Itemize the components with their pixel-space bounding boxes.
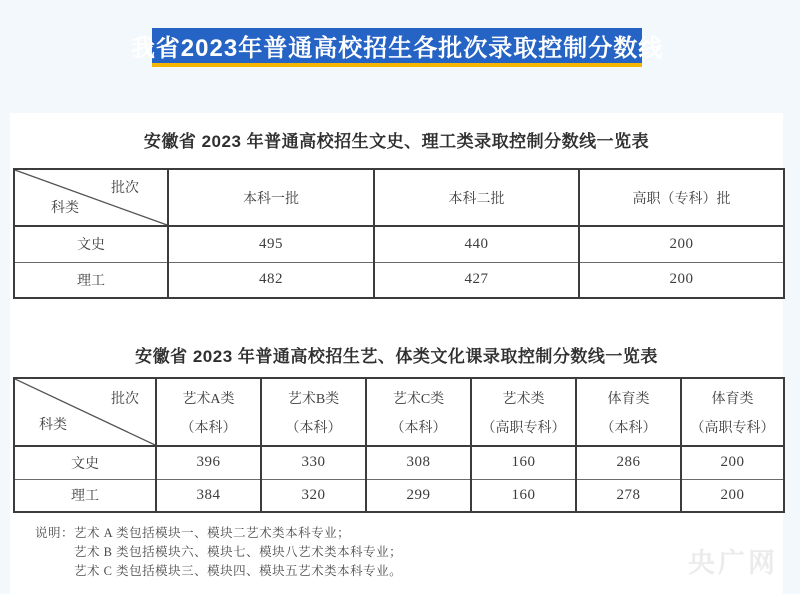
banner-title: 我省2023年普通高校招生各批次录取控制分数线 [130, 35, 664, 62]
column-header: 艺术C类 （本科） [366, 378, 471, 446]
corner-label-pici: 批次 [111, 392, 139, 407]
score-cell: 299 [366, 479, 471, 512]
diagonal-line [15, 170, 167, 225]
score-table-art-sports [13, 377, 785, 513]
notes-label: 说明： [35, 526, 75, 540]
score-cell: 278 [576, 479, 681, 512]
column-header: 艺术类 （高职专科） [471, 378, 576, 446]
score-cell: 308 [366, 446, 471, 479]
corner-label-pici: 批次 [111, 181, 139, 196]
column-header: 体育类 （高职专科） [681, 378, 784, 446]
score-cell: 160 [471, 446, 576, 479]
column-header: 高职（专科）批 [579, 169, 784, 226]
table-row [14, 479, 784, 512]
score-cell: 160 [471, 479, 576, 512]
column-header: 本科二批 [374, 169, 579, 226]
score-cell: 320 [261, 479, 366, 512]
table-row [14, 226, 784, 262]
score-table-wenli-ligong [13, 168, 785, 299]
table1-title: 安徽省 2023 年普通高校招生文史、理工类录取控制分数线一览表 [143, 132, 650, 151]
score-cell: 286 [576, 446, 681, 479]
corner-cell [14, 169, 168, 226]
banner-underline [152, 63, 642, 67]
score-cell: 427 [374, 262, 579, 298]
column-header: 体育类 （本科） [576, 378, 681, 446]
row-label: 文史 [14, 446, 156, 479]
corner-cell [14, 378, 156, 446]
score-cell: 482 [168, 262, 374, 298]
score-cell: 440 [374, 226, 579, 262]
row-label: 理工 [14, 479, 156, 512]
table-row [14, 446, 784, 479]
note-line: 艺术 B 类包括模块六、模块七、模块八艺术类本科专业； [74, 545, 403, 559]
score-cell: 200 [681, 479, 784, 512]
score-cell: 200 [579, 262, 784, 298]
row-label: 文史 [14, 226, 168, 262]
notes-lines [74, 524, 402, 581]
score-cell: 200 [681, 446, 784, 479]
corner-label-kelei: 科类 [39, 418, 67, 433]
score-cell: 330 [261, 446, 366, 479]
score-cell: 200 [579, 226, 784, 262]
note-line: 艺术 A 类包括模块一、模块二艺术类本科专业； [74, 526, 351, 540]
corner-label-kelei: 科类 [51, 201, 79, 216]
content-card [10, 113, 783, 594]
watermark-text: 央广网 [688, 548, 778, 578]
row-label: 理工 [14, 262, 168, 298]
notes [35, 524, 402, 581]
score-cell: 396 [156, 446, 261, 479]
column-header: 艺术A类 （本科） [156, 378, 261, 446]
header-banner [130, 28, 664, 63]
note-line: 艺术 C 类包括模块三、模块四、模块五艺术类本科专业。 [74, 564, 403, 578]
column-header: 本科一批 [168, 169, 374, 226]
table2-title: 安徽省 2023 年普通高校招生艺、体类文化课录取控制分数线一览表 [135, 347, 658, 366]
column-header: 艺术B类 （本科） [261, 378, 366, 446]
table-row [14, 262, 784, 298]
score-cell: 495 [168, 226, 374, 262]
score-cell: 384 [156, 479, 261, 512]
